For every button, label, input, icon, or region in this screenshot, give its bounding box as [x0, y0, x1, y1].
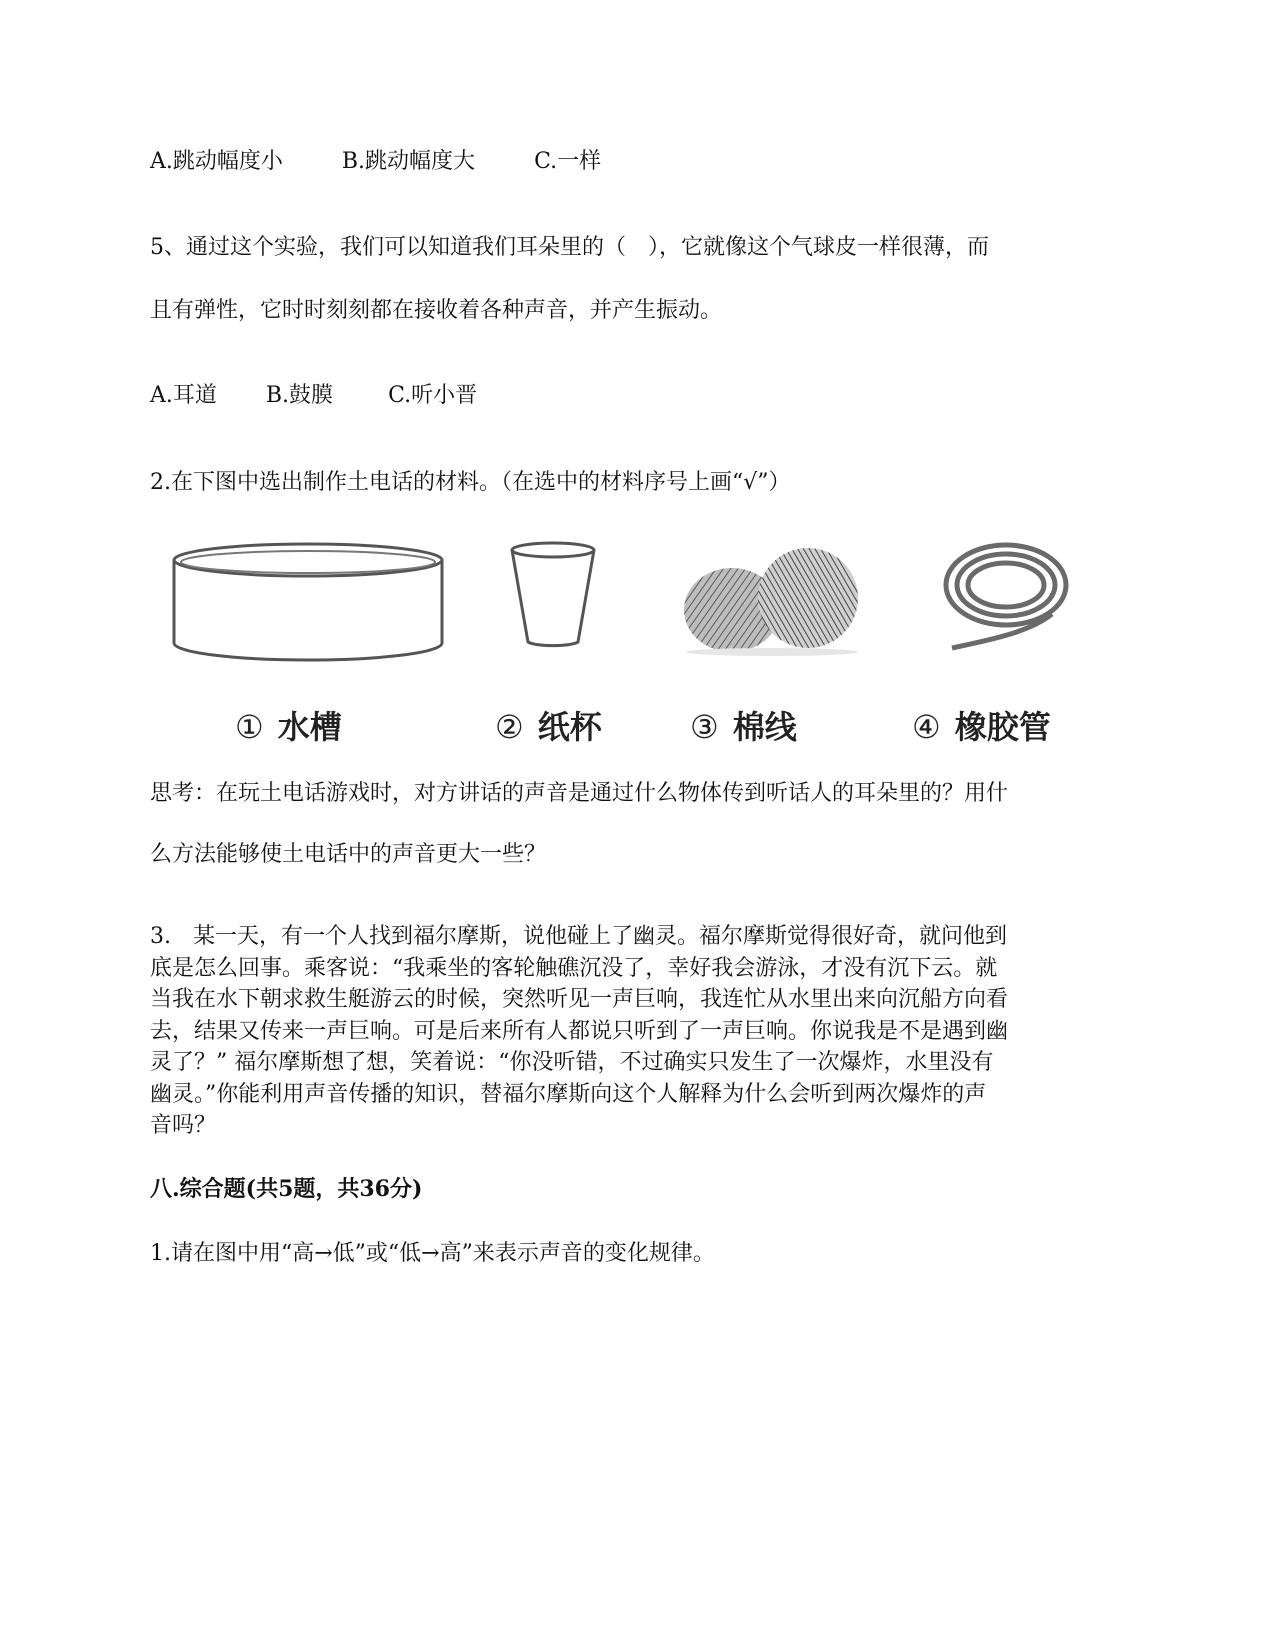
caption-number: ①	[235, 708, 264, 746]
think-line1: 思考：在玩土电话游戏时，对方讲话的声音是通过什么物体传到听话人的耳朵里的？用什	[150, 781, 1009, 806]
caption-label: 橡胶管	[954, 708, 1051, 746]
cotton-thread-icon	[680, 546, 865, 656]
caption-label: 棉线	[732, 708, 797, 746]
caption-label: 水槽	[277, 708, 342, 746]
water-tank-icon	[168, 540, 448, 665]
q5-line2: 且有弹性，它时时刻刻都在接收着各种声音，并产生振动。	[150, 298, 723, 323]
think-line2: 么方法能够使土电话中的声音更大一些？	[150, 842, 547, 867]
q3-line: 当我在水下朝求救生艇游云的时候，突然听见一声巨响，我连忙从水里出来向沉船方向看	[150, 987, 1009, 1012]
option-c: C.听小晋	[388, 383, 478, 408]
paper-cup-icon	[508, 540, 598, 650]
q3-paragraph	[150, 921, 1110, 1142]
option-c: C.一样	[534, 149, 602, 174]
q5-line1: 5、通过这个实验，我们可以知道我们耳朵里的（ ），它就像这个气球皮一样很薄，而	[150, 235, 989, 260]
option-a: A.跳动幅度小	[150, 149, 283, 174]
caption-number: ②	[495, 708, 524, 746]
section-heading: 八.综合题(共5题，共36分)	[150, 1176, 423, 1202]
section8-q1: 1.请在图中用“高→低”或“低→高”来表示声音的变化规律。	[150, 1241, 715, 1266]
materials-figure	[160, 540, 1120, 755]
q3-line: 灵了？” 福尔摩斯想了想，笑着说：“你没听错，不过确实只发生了一次爆炸，水里没有	[150, 1050, 994, 1075]
option-b: B.鼓膜	[265, 383, 334, 408]
caption-rubber-tube	[912, 702, 1051, 748]
q3-line: 去，结果又传来一声巨响。可是后来所有人都说只听到了一声巨响。你说我是不是遇到幽	[150, 1018, 1009, 1044]
caption-cotton-thread	[690, 702, 797, 748]
caption-label: 纸杯	[537, 708, 602, 746]
q5-options	[150, 378, 477, 409]
rubber-tube-icon	[940, 540, 1075, 655]
q3-line: 3. 某一天，有一个人找到福尔摩斯，说他碰上了幽灵。福尔摩斯觉得很好奇，就问他到	[150, 924, 1007, 949]
q4-options	[150, 144, 601, 175]
q3-line: 底是怎么回事。乘客说：“我乘坐的客轮触礁沉没了，幸好我会游泳，才没有沉下云。就	[150, 955, 998, 981]
option-b: B.跳动幅度大	[341, 149, 476, 174]
q2-prompt: 2.在下图中选出制作土电话的材料。（在选中的材料序号上画“√”）	[150, 470, 791, 495]
caption-paper-cup	[495, 702, 602, 748]
option-a: A.耳道	[150, 383, 217, 408]
caption-number: ④	[912, 708, 941, 746]
q3-line: 音吗？	[150, 1113, 217, 1138]
caption-water-tank	[235, 702, 342, 748]
q3-line: 幽灵。”你能利用声音传播的知识，替福尔摩斯向这个人解释为什么会听到两次爆炸的声	[150, 1081, 987, 1107]
caption-number: ③	[690, 708, 719, 746]
